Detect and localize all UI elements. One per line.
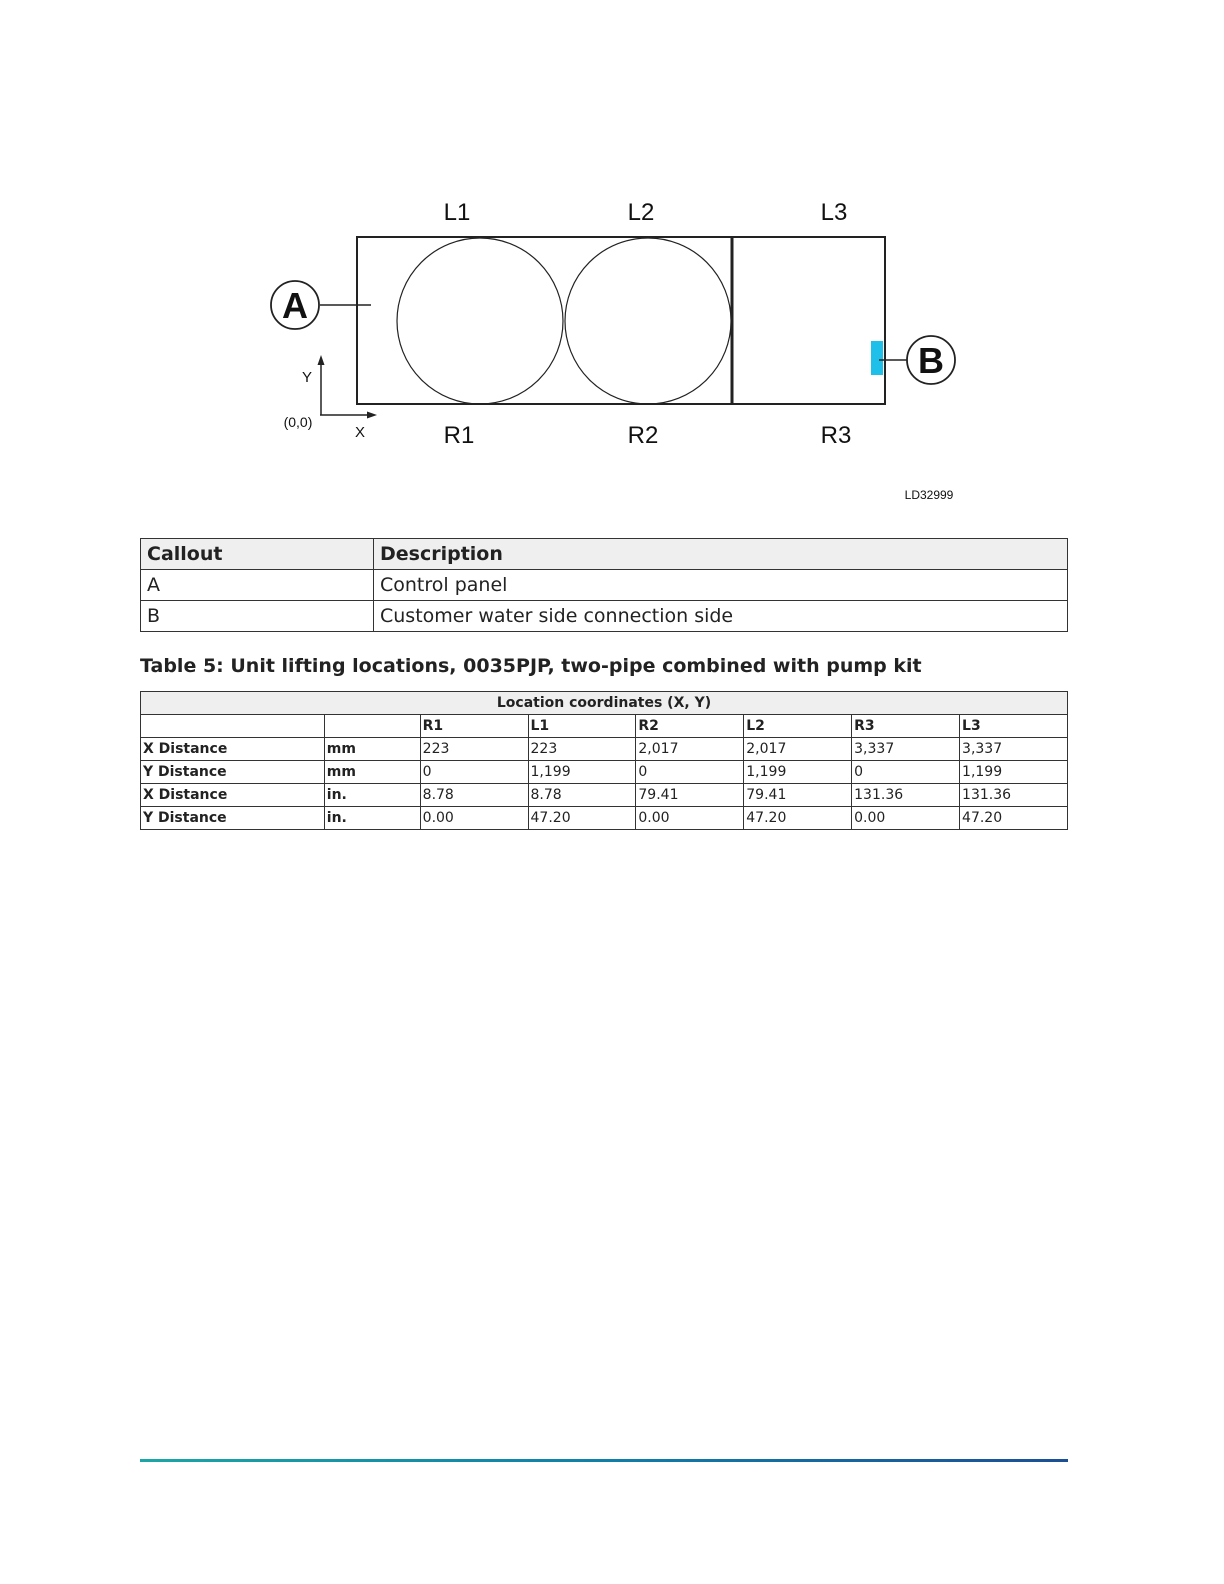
axis-x-label: X <box>354 424 366 441</box>
y-axis-arrowhead <box>318 355 325 365</box>
axis-y-label: Y <box>301 369 313 386</box>
value-cell: 2,017 <box>744 738 852 761</box>
label-r2: R2 <box>627 422 659 449</box>
unit-layout-diagram <box>0 0 1224 520</box>
description-cell: Control panel <box>374 570 1068 601</box>
value-cell: 3,337 <box>960 738 1068 761</box>
label-l1: L1 <box>443 199 471 226</box>
column-header-l1: L1 <box>528 715 636 738</box>
value-cell: 0 <box>852 761 960 784</box>
value-cell: 79.41 <box>744 784 852 807</box>
value-cell: 0.00 <box>420 807 528 830</box>
value-cell: 0 <box>420 761 528 784</box>
value-cell: 3,337 <box>852 738 960 761</box>
value-cell: 0 <box>636 761 744 784</box>
fan-circle-1 <box>397 238 563 404</box>
callout-table <box>140 538 1068 632</box>
value-cell: 47.20 <box>960 807 1068 830</box>
figure-id: LD32999 <box>904 488 954 502</box>
lifting-locations-table <box>140 691 1068 830</box>
value-cell: 223 <box>528 738 636 761</box>
row-label: X Distance <box>141 738 325 761</box>
value-cell: 47.20 <box>528 807 636 830</box>
value-cell: 1,199 <box>528 761 636 784</box>
row-unit: mm <box>324 738 420 761</box>
callout-header-row <box>141 539 1068 570</box>
label-r1: R1 <box>443 422 475 449</box>
description-cell: Customer water side connection side <box>374 601 1068 632</box>
callout-cell: A <box>141 570 374 601</box>
table-row <box>141 570 1068 601</box>
value-cell: 47.20 <box>744 807 852 830</box>
merged-header-row <box>141 692 1068 715</box>
value-cell: 131.36 <box>852 784 960 807</box>
table-row <box>141 761 1068 784</box>
unit-outline <box>357 237 885 404</box>
table-row <box>141 807 1068 830</box>
callout-b-letter: B <box>918 340 944 381</box>
column-header-row <box>141 715 1068 738</box>
value-cell: 0.00 <box>636 807 744 830</box>
value-cell: 1,199 <box>744 761 852 784</box>
row-label: Y Distance <box>141 761 325 784</box>
footer-rule <box>140 1459 1068 1462</box>
row-unit: in. <box>324 807 420 830</box>
value-cell: 79.41 <box>636 784 744 807</box>
table-title: Table 5: Unit lifting locations, 0035PJP, two-pipe combined with pump kit <box>140 655 922 677</box>
label-r3: R3 <box>820 422 852 449</box>
column-header-r3: R3 <box>852 715 960 738</box>
row-unit: mm <box>324 761 420 784</box>
value-cell: 8.78 <box>420 784 528 807</box>
callout-header: Callout <box>141 539 374 570</box>
column-header-r1: R1 <box>420 715 528 738</box>
label-l2: L2 <box>627 199 655 226</box>
empty-header-cell <box>141 715 325 738</box>
description-header: Description <box>374 539 1068 570</box>
empty-header-cell <box>324 715 420 738</box>
row-label: X Distance <box>141 784 325 807</box>
column-header-r2: R2 <box>636 715 744 738</box>
row-label: Y Distance <box>141 807 325 830</box>
value-cell: 2,017 <box>636 738 744 761</box>
fan-circle-2 <box>565 238 731 404</box>
callout-cell: B <box>141 601 374 632</box>
origin-label: (0,0) <box>283 414 313 430</box>
callout-a-letter: A <box>282 285 308 326</box>
table-row <box>141 784 1068 807</box>
table-row <box>141 738 1068 761</box>
label-l3: L3 <box>820 199 848 226</box>
table-row <box>141 601 1068 632</box>
location-coordinates-header: Location coordinates (X, Y) <box>141 692 1068 715</box>
row-unit: in. <box>324 784 420 807</box>
value-cell: 0.00 <box>852 807 960 830</box>
column-header-l2: L2 <box>744 715 852 738</box>
x-axis-arrowhead <box>367 412 377 419</box>
value-cell: 131.36 <box>960 784 1068 807</box>
value-cell: 1,199 <box>960 761 1068 784</box>
value-cell: 8.78 <box>528 784 636 807</box>
water-connection-highlight <box>871 341 883 375</box>
value-cell: 223 <box>420 738 528 761</box>
column-header-l3: L3 <box>960 715 1068 738</box>
